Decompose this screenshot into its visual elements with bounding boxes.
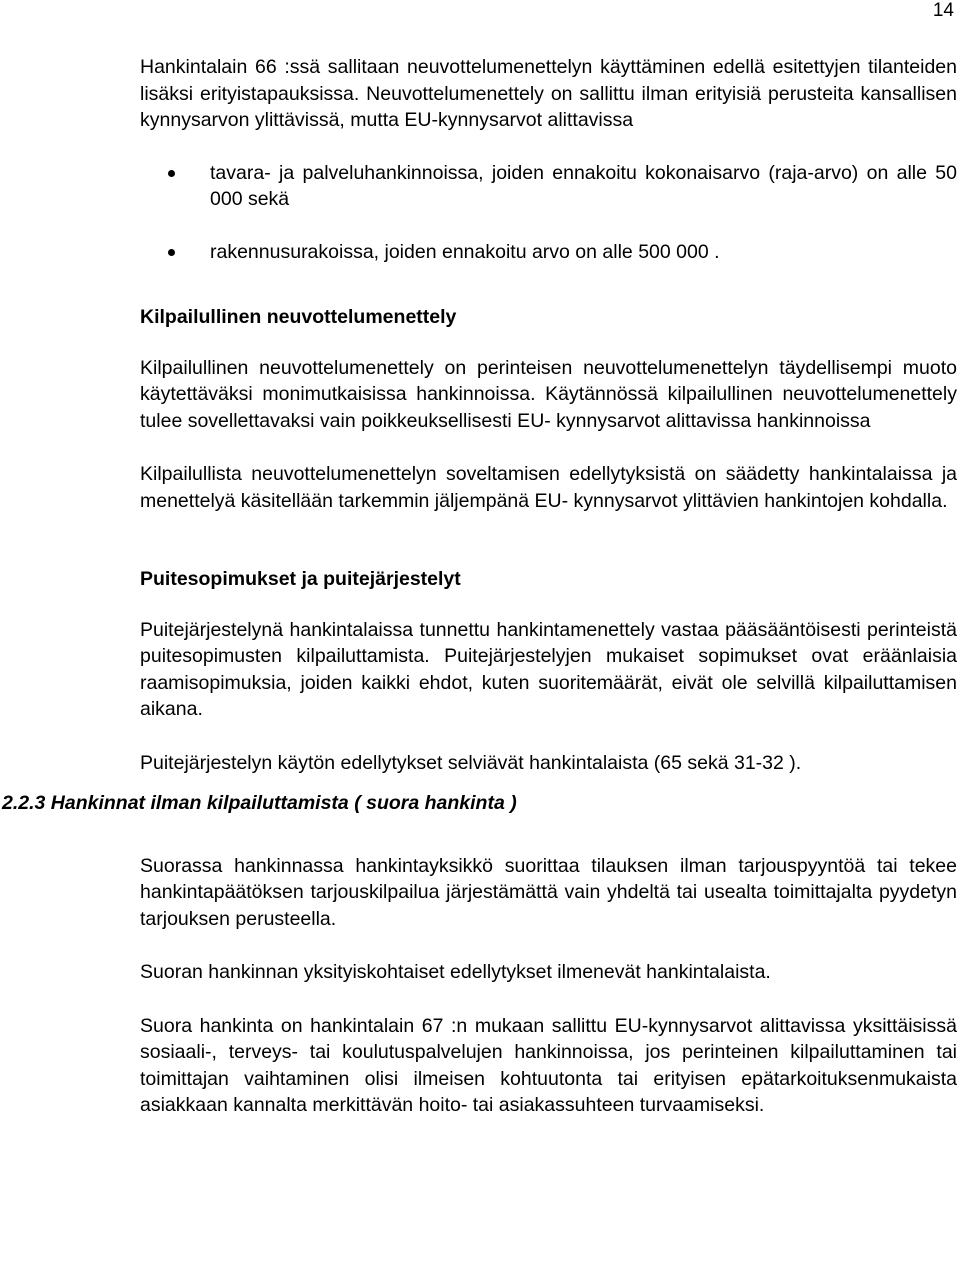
suora-paragraph-2: Suoran hankinnan yksityiskohtaiset edellytykset ilmenevät hankintalaista. (140, 961, 771, 983)
threshold-list (140, 160, 957, 266)
list-item-text: tavara- ja palveluhankinnoissa, joiden ennakoitu kokonaisarvo (raja-arvo) on alle 50 000 sekä (210, 161, 957, 210)
list-item (140, 160, 957, 213)
kilpailullinen-paragraph-1: Kilpailullinen neuvottelumenettely on perinteisen neuvottelumenettelyn täydellisempi muoto käytettäväksi monimutkaisissa hankinnoissa. Käytännössä kilpailullinen neuvottelumenettely tulee sovellettavaksi vain poikkeuksellisesti EU- kynnysarvot alittavissa hankinnoissa (140, 356, 957, 432)
puitesopimukset-paragraph-1: Puitejärjestelynä hankintalaissa tunnettu hankintamenettely vastaa pääsääntöisesti perinteistä puitesopimusten kilpailuttamista. Puitejärjestelyjen mukaiset sopimukset ovat eräänlaisia raamisopimuksia, joiden kaikki ehdot, kuten suoritemäärät, eivät ole selvillä kilpailuttamisen aikana. (140, 618, 957, 720)
document-body (2, 54, 957, 1119)
section-heading-puitesopimukset: Puitesopimukset ja puitejärjestelyt (140, 568, 461, 590)
puitesopimukset-paragraph-2: Puitejärjestelyn käytön edellytykset selviävät hankintalaista (65 sekä 31-32 ). (140, 751, 802, 774)
list-item (140, 239, 957, 266)
bullet-icon (168, 170, 175, 177)
list-item-text: rakennusurakoissa, joiden ennakoitu arvo on alle 500 000 . (210, 240, 720, 263)
intro-paragraph: Hankintalain 66 :ssä sallitaan neuvottelumenettelyn käyttäminen edellä esitettyjen tilanteiden lisäksi erityistapauksissa. Neuvottelumenettely on sallittu ilman erityisiä perusteita kansallisen kynnysarvon ylittävissä, mutta EU-kynnysarvot alittavissa (140, 56, 957, 131)
page-number: 14 (932, 0, 954, 21)
suora-paragraph-3: Suora hankinta on hankintalain 67 :n mukaan sallittu EU-kynnysarvot alittavissa yksittäisissä sosiaali-, terveys- tai koulutuspalvelujen hankinnoissa, jos perinteinen kilpailuttaminen tai toimittajan vaihtaminen olisi ilmeisen kohtuutonta tai erityisen epätarkoituksenmukaista asiakkaan kannalta merkittävän hoito- tai asiakassuhteen turvaamiseksi. (140, 1014, 957, 1116)
section-heading-kilpailullinen: Kilpailullinen neuvottelumenettely (140, 306, 457, 328)
kilpailullinen-paragraph-2: Kilpailullista neuvottelumenettelyn soveltamisen edellytyksistä on säädetty hankintalaissa ja menettelyä käsitellään tarkemmin jäljempänä EU- kynnysarvot ylittävien hankintojen kohdalla. (140, 463, 957, 512)
section-heading-suora-hankinta: 2.2.3 Hankinnat ilman kilpailuttamista ( suora hankinta ) (2, 792, 517, 814)
bullet-icon (168, 249, 175, 256)
suora-paragraph-1: Suorassa hankinnassa hankintayksikkö suorittaa tilauksen ilman tarjouspyyntöä tai tekee hankintapäätöksen tarjouskilpailua järjestämättä vain yhdeltä tai usealta toimittajalta pyydetyn tarjouksen perusteella. (140, 854, 957, 930)
